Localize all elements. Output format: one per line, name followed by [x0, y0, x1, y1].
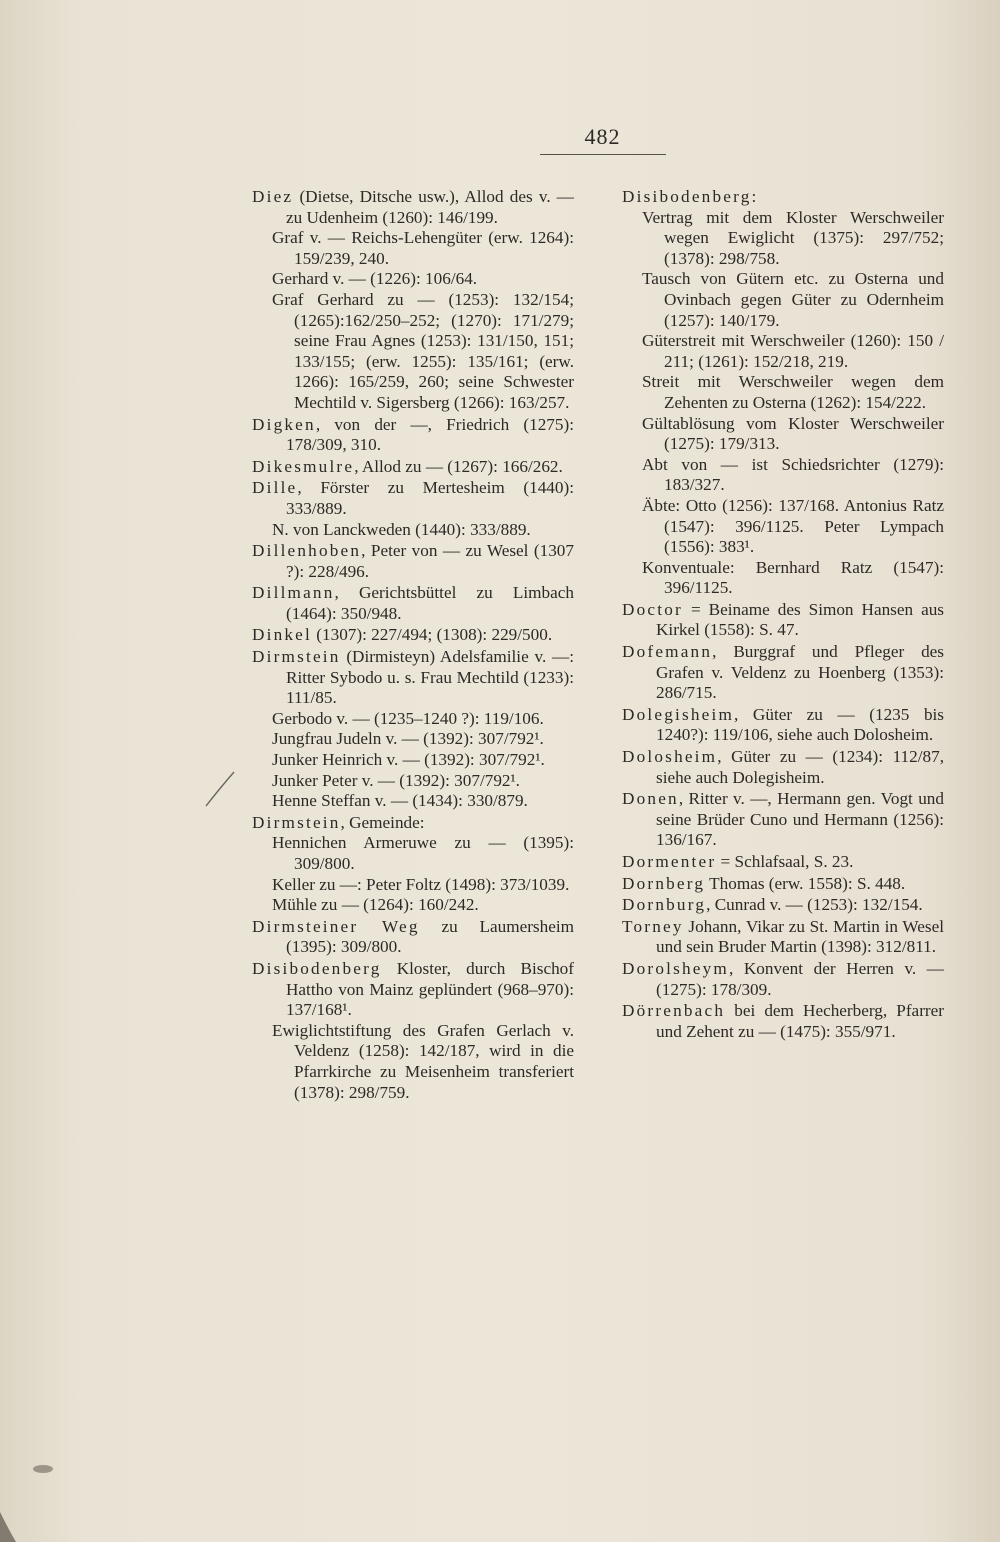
entry-text: Abt von — ist Schiedsrichter (1279): 183/327. [642, 454, 944, 495]
entry-text: Jungfrau Judeln v. — (1392): 307/792¹. [272, 729, 544, 749]
entry-headword: Torney [622, 916, 684, 936]
entry-text: Henne Steffan v. — (1434): 330/879. [272, 791, 528, 811]
entry-text: bei dem Hecherberg, Pfarrer und Zehent zu — (1475): 355/971. [656, 1001, 944, 1041]
index-subentry [252, 771, 574, 792]
index-subentry [622, 414, 944, 455]
index-entry [252, 917, 574, 958]
index-entry [622, 747, 944, 788]
index-subentry [252, 1021, 574, 1103]
index-entry [252, 647, 574, 709]
index-subentry [252, 875, 574, 896]
entry-headword: Dikesmulre [252, 456, 355, 476]
entry-headword: Dinkel [252, 625, 312, 645]
index-entry [252, 457, 574, 478]
entry-text: Hennichen Armeruwe zu — (1395): 309/800. [272, 833, 574, 873]
entry-headword: Dillenhoben [252, 541, 362, 561]
entry-text: , Cunrad v. — (1253): 132/154. [706, 895, 923, 915]
index-entry [622, 705, 944, 746]
index-subentry [252, 290, 574, 414]
index-entry [622, 789, 944, 851]
index-entry [252, 415, 574, 456]
entry-headword: Donen [622, 789, 679, 809]
index-entry [622, 874, 944, 895]
entry-text: Ewiglichtstiftung des Grafen Gerlach v. Veldenz (1258): 142/187, wird in die Pfarrkirche zu Meisenheim transferiert (1378): 298/759. [272, 1020, 574, 1102]
entry-headword: Dillmann [252, 583, 335, 603]
index-subentry [622, 455, 944, 496]
entry-text: , Ritter v. —, Hermann gen. Vogt und seine Brüder Cuno und Hermann (1256): 136/167. [656, 789, 944, 850]
entry-text: Junker Heinrich v. — (1392): 307/792¹. [272, 750, 545, 770]
index-subentry [252, 729, 574, 750]
entry-text: (1307): 227/494; (1308): 229/500. [311, 625, 553, 645]
entry-text: Tausch von Gütern etc. zu Osterna und Ovinbach gegen Güter zu Odernheim (1257): 140/179. [642, 269, 944, 330]
index-subentry [252, 269, 574, 290]
left-column [252, 186, 574, 1103]
entry-text: , Gemeinde: [340, 812, 425, 832]
entry-text: Vertrag mit dem Kloster Werschweiler wegen Ewiglicht (1375): 297/752; (1378): 298/758. [642, 207, 944, 268]
entry-text: , Güter zu — (1234): 112/87, siehe auch Dolegisheim. [656, 747, 944, 787]
entry-text: Streit mit Werschweiler wegen dem Zehenten zu Osterna (1262): 154/222. [642, 372, 944, 412]
entry-headword: Dofemann [622, 642, 713, 662]
entry-text: : [751, 187, 757, 206]
entry-text: = Schlafsaal, S. 23. [716, 852, 854, 871]
entry-text: Kloster, durch Bischof Hattho von Mainz geplündert (968–970): 137/168¹. [286, 958, 574, 1020]
entry-headword: Diez [252, 187, 294, 206]
index-entry [252, 583, 574, 624]
entry-text: Gültablösung vom Kloster Werschweiler (1275): 179/313. [642, 413, 944, 454]
index-subentry [252, 520, 574, 541]
index-subentry [252, 750, 574, 771]
page-corner-shadow [0, 1512, 16, 1542]
index-subentry [622, 331, 944, 372]
index-entry [622, 1001, 944, 1042]
header-rule [540, 154, 666, 155]
entry-headword: Dirmstein [252, 812, 341, 832]
index-subentry [622, 208, 944, 270]
index-subentry [622, 558, 944, 599]
entry-text: , von der —, Friedrich (1275): 178/309, 310. [286, 414, 574, 455]
entry-text: Gerhard v. — (1226): 106/64. [272, 269, 478, 289]
entry-text: , Gerichtsbüttel zu Limbach (1464): 350/948. [286, 583, 574, 623]
entry-headword: Dornburg [622, 895, 707, 915]
index-subentry [252, 833, 574, 874]
index-subentry [252, 709, 574, 730]
entry-text: Johann, Vikar zu St. Martin in Wesel und sein Bruder Martin (1398): 312/811. [656, 916, 944, 957]
index-entry [252, 959, 574, 1021]
entry-headword: Disibodenberg [622, 187, 752, 206]
entry-headword: Digken [252, 414, 316, 434]
index-subentry [252, 791, 574, 812]
index-entry [252, 187, 574, 228]
entry-text: zu Laumersheim (1395): 309/800. [286, 916, 574, 957]
entry-text: Graf v. — Reichs-Lehengüter (erw. 1264): 159/239, 240. [272, 228, 574, 268]
entry-headword: Dolosheim [622, 747, 718, 767]
index-entry [622, 959, 944, 1000]
entry-headword: Dille [252, 478, 298, 498]
entry-text: Äbte: Otto (1256): 137/168. Antonius Ratz (1547): 396/1125. Peter Lympach (1556): 383¹. [642, 495, 944, 557]
entry-text: , Burggraf und Pfleger des Grafen v. Veldenz zu Hoenberg (1353): 286/715. [656, 642, 944, 703]
entry-headword: Dornberg [622, 873, 706, 893]
entry-headword: Dirmsteiner Weg [252, 916, 420, 936]
entry-text: N. von Lanckweden (1440): 333/889. [272, 519, 531, 539]
index-entry [252, 478, 574, 519]
entry-text: , Allod zu — (1267): 166/262. [354, 456, 563, 476]
entry-text: Konventuale: Bernhard Ratz (1547): 396/1125. [642, 557, 944, 598]
entry-headword: Disibodenberg [252, 958, 382, 978]
index-subentry [622, 269, 944, 331]
pencil-mark [200, 770, 240, 810]
ink-smudge [30, 1462, 56, 1476]
index-subentry [622, 372, 944, 413]
entry-headword: Dirmstein [252, 647, 341, 667]
index-subentry [622, 496, 944, 558]
entry-text: , Güter zu — (1235 bis 1240?): 119/106, siehe auch Dolosheim. [656, 704, 944, 745]
right-column [622, 186, 944, 1042]
entry-text: (Dirmisteyn) Adelsfamilie v. —: Ritter Sybodo u. s. Frau Mechtild (1233): 111/85. [286, 647, 574, 708]
index-entry [622, 642, 944, 704]
page-number: 482 [584, 124, 621, 149]
index-subentry [252, 228, 574, 269]
entry-text: = Beiname des Simon Hansen aus Kirkel (1558): S. 47. [656, 599, 944, 640]
index-entry [622, 917, 944, 958]
entry-headword: Doctor [622, 599, 683, 619]
entry-headword: Dörrenbach [622, 1001, 726, 1021]
index-entry [622, 895, 944, 916]
entry-text: Güterstreit mit Werschweiler (1260): 150 / 211; (1261): 152/218, 219. [642, 331, 944, 371]
index-entry [252, 813, 574, 834]
entry-text: (Dietse, Ditsche usw.), Allod des v. — zu Udenheim (1260): 146/199. [286, 187, 574, 227]
entry-text: Gerbodo v. — (1235–1240 ?): 119/106. [272, 708, 544, 728]
index-entry [252, 625, 574, 646]
index-entry [622, 187, 944, 208]
entry-text: Thomas (erw. 1558): S. 448. [705, 873, 906, 893]
entry-headword: Dorolsheym [622, 958, 729, 978]
entry-text: , Förster zu Mertesheim (1440): 333/889. [286, 478, 574, 518]
index-subentry [252, 895, 574, 916]
entry-text: Keller zu —: Peter Foltz (1498): 373/1039. [272, 874, 570, 894]
entry-text: Mühle zu — (1264): 160/242. [272, 895, 479, 915]
index-entry [622, 600, 944, 641]
entry-text: , Konvent der Herren v. — (1275): 178/309. [656, 958, 944, 999]
entry-text: , Peter von — zu Wesel (1307 ?): 228/496. [286, 541, 574, 581]
entry-headword: Dormenter [622, 852, 717, 871]
entry-text: Graf Gerhard zu — (1253): 132/154;(1265):162/250–252; (1270): 171/279; seine Frau Agnes (1253): 131/150, 151; 133/155; (erw. 1255): 135/161; (erw. 1266): 165/259, 260; seine Schwester Mechtild v. Sigersberg (1266): 163/257. [272, 289, 574, 412]
entry-headword: Dolegisheim [622, 704, 735, 724]
index-entry [252, 541, 574, 582]
entry-text: Junker Peter v. — (1392): 307/792¹. [272, 770, 520, 790]
index-entry [622, 852, 944, 873]
